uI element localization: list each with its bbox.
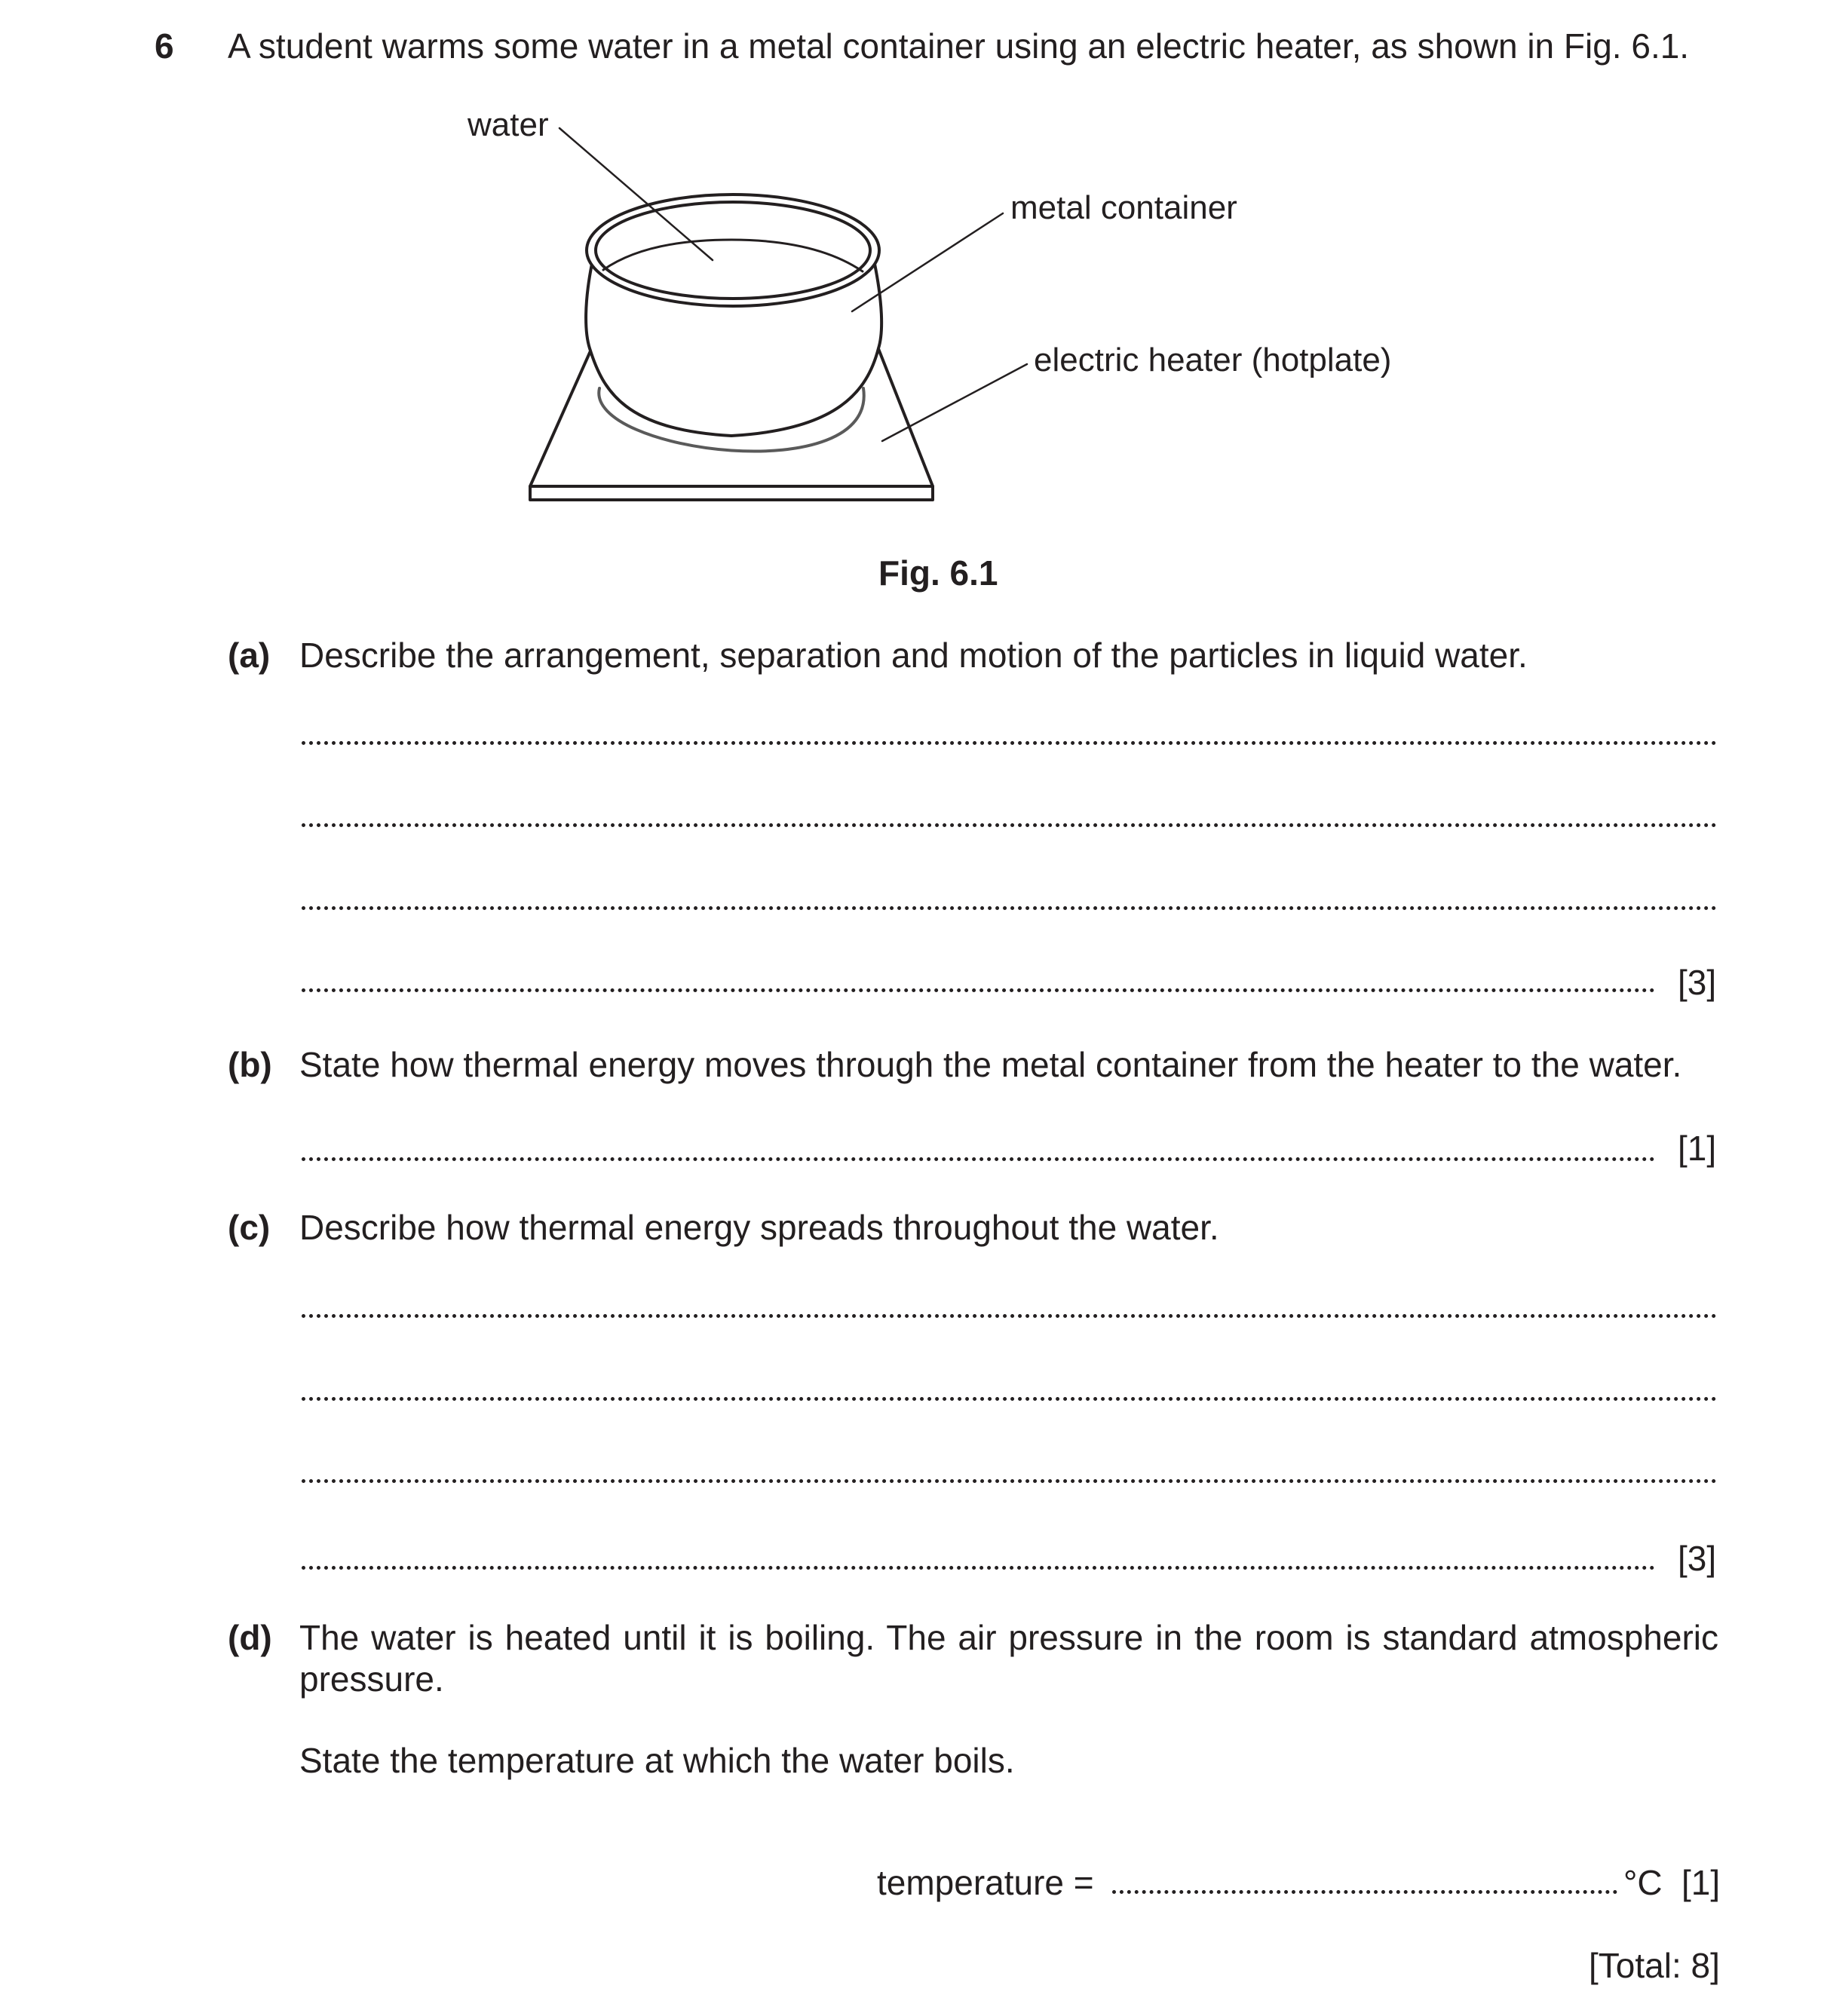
temperature-unit: °C (1623, 1863, 1663, 1902)
answer-line-a4[interactable] (302, 988, 1655, 992)
figure-heater-container (0, 0, 1824, 588)
temperature-answer-line[interactable] (1112, 1890, 1617, 1894)
question-number: 6 (155, 26, 174, 66)
part-b-marks: [1] (1678, 1129, 1717, 1168)
part-d-instruction: State the temperature at which the water boils. (299, 1741, 1015, 1780)
answer-line-c2[interactable] (302, 1397, 1717, 1401)
part-c-text: Describe how thermal energy spreads throughout the water. (299, 1208, 1219, 1247)
hotplate-front-edge (530, 486, 933, 500)
answer-line-a1[interactable] (302, 741, 1717, 745)
part-c-marks: [3] (1678, 1539, 1717, 1578)
answer-line-a2[interactable] (302, 823, 1717, 827)
answer-line-b1[interactable] (302, 1157, 1655, 1161)
part-b-label: (b) (228, 1045, 272, 1084)
total-marks: [Total: 8] (1589, 1946, 1720, 1985)
part-d-marks: [1] (1681, 1863, 1721, 1902)
heater-leader (882, 364, 1027, 441)
part-a-label: (a) (228, 636, 271, 675)
figure-caption: Fig. 6.1 (878, 553, 998, 593)
part-d-text-line2: pressure. (299, 1659, 444, 1699)
answer-line-c4[interactable] (302, 1566, 1655, 1570)
part-d-label: (d) (228, 1618, 272, 1657)
question-stem: A student warms some water in a metal container using an electric heater, as shown in Fig. 6.1. (228, 26, 1690, 66)
part-c-label: (c) (228, 1208, 271, 1247)
label-water: water (467, 106, 549, 143)
answer-line-a3[interactable] (302, 906, 1717, 910)
part-b-text: State how thermal energy moves through the metal container from the heater to the water. (299, 1045, 1682, 1084)
temperature-answer-label: temperature = (877, 1863, 1094, 1902)
answer-line-c1[interactable] (302, 1314, 1717, 1318)
part-a-marks: [3] (1678, 963, 1717, 1002)
part-a-text: Describe the arrangement, separation and motion of the particles in liquid water. (299, 636, 1528, 675)
part-d-text-line1: The water is heated until it is boiling. The air pressure in the room is standard atmospheric (299, 1618, 1718, 1657)
label-metal-container: metal container (1010, 189, 1237, 226)
label-electric-heater: electric heater (hotplate) (1034, 342, 1392, 378)
answer-line-c3[interactable] (302, 1479, 1717, 1483)
pot-rim-outer (587, 195, 879, 306)
